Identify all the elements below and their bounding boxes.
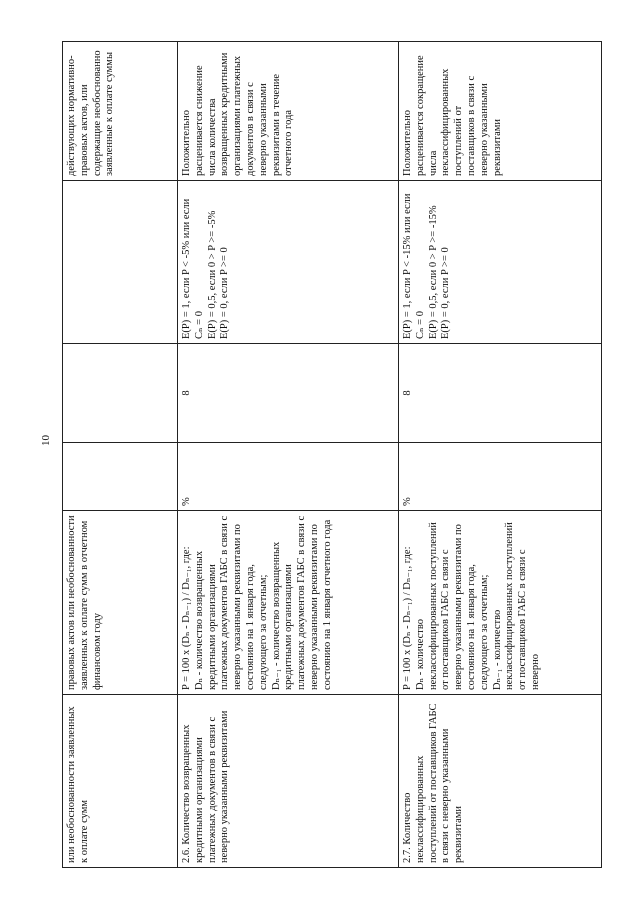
table-row [178,42,399,868]
table-row [399,42,602,868]
scale-cell: E(P) = 1, если P < -15% или если Cₙ = 0 E(P) = 0,5, если 0 > P >= -15% E(P) = 0, если P >= 0 [399,181,602,344]
table-row [63,42,178,868]
indicator-name-cell: 2.6. Количество возвращенных кредитными организациями платежных документов в связи с неверно указанными реквизитами [178,695,399,868]
scale-cell [63,181,178,344]
weight-cell [63,344,178,443]
formula-cell: правовых актов или необоснованности заявленных к оплате сумм в отчетном финансовом году [63,511,178,695]
comment-cell: Положительно расценивается снижение числа количества возвращенных кредитными организациями платежных документов в связи с неверно указанными реквизитами в течение отчетного года [178,42,399,181]
weight-cell: 8 [178,344,399,443]
indicator-name-cell: 2.7. Количество неклассифицированных поступлений от поставщиков ГАБС в связи с неверно указанными реквизитами [399,695,602,868]
unit-cell: % [399,443,602,511]
page-number: 10 [40,435,52,446]
scale-cell: E(P) = 1, если P < -5% или если Cₙ = 0 E(P) = 0,5, если 0 > P >= -5% E(P) = 0, если P >= 0 [178,181,399,344]
comment-cell: Положительно расценивается сокращение числа неклассифицированных поступлений от поставщиков в связи с неверно указанными реквизитами [399,42,602,181]
unit-cell [63,443,178,511]
unit-cell: % [178,443,399,511]
rotated-table-container [62,42,580,868]
comment-cell: действующих нормативно-правовых актов, или содержащие необоснованно заявленные к оплате суммы [63,42,178,181]
weight-cell: 8 [399,344,602,443]
indicator-name-cell: или необоснованности заявленных к оплате сумм [63,695,178,868]
formula-cell: P = 100 x (Dₙ - Dₙ₋₁) / Dₙ₋₁, где: Dₙ - количество возвращенных кредитными организациями платежных документов ГАБС в связи с неверно указанными реквизитами по состоянию на 1 января года, следующего за отчетным; Dₙ₋₁ - количество возвращенных кредитными организациями платежных документов ГАБС в связи с неверно указанными реквизитами по состоянию на 1 января отчетного года [178,511,399,695]
formula-cell: P = 100 x (Dₙ - Dₙ₋₁) / Dₙ₋₁, где: Dₙ - количество неклассифицированных поступлений от поставщиков ГАБС в связи с неверно указанными реквизитами по состоянию на 1 января года, следующего за отчетным; Dₙ₋₁ - количество неклассифицированных поступлений от поставщиков ГАБС в связи с неверно [399,511,602,695]
indicator-table [62,41,602,868]
